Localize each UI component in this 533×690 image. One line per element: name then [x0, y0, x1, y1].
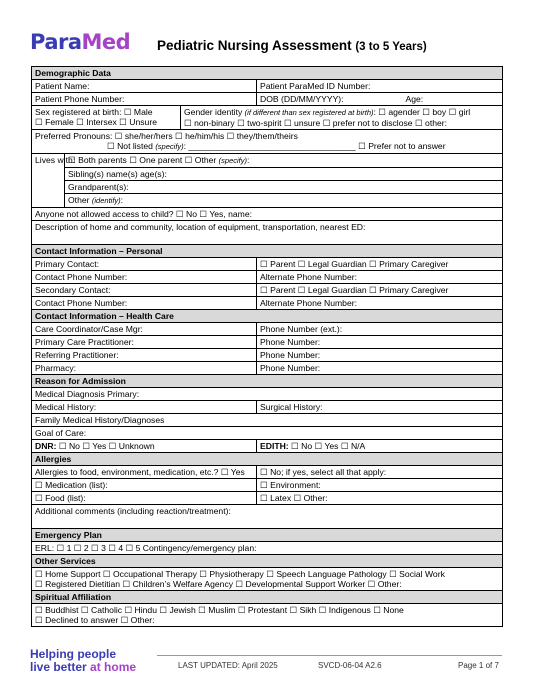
primary-contact-field[interactable]: Primary Contact:	[32, 258, 257, 271]
gender-options-line2: ☐ non-binary ☐ two-spirit ☐ unsure ☐ prefer not to disclose ☐ other:	[184, 118, 448, 128]
pharmacy-field[interactable]: Pharmacy:	[32, 362, 257, 375]
contact-phone-field-2[interactable]: Contact Phone Number:	[32, 297, 257, 310]
lives-options: ☐ Both parents ☐ One parent ☐ Other	[68, 155, 219, 165]
edith-label: EDITH:	[260, 441, 289, 451]
sex-options-line1: Sex registered at birth: ☐ Male	[35, 107, 153, 117]
tagline-accent: at home	[90, 660, 137, 674]
identify-note: (identify)	[91, 196, 121, 205]
spiritual-header: Spiritual Affiliation	[32, 591, 503, 604]
assessment-form	[31, 66, 503, 627]
contact-phone-field[interactable]: Contact Phone Number:	[32, 271, 257, 284]
lives-colon: :	[247, 155, 250, 165]
document-code: SVCD-06-04 A2.6	[318, 661, 382, 670]
patient-phone-field[interactable]: Patient Phone Number:	[32, 93, 257, 106]
gender-identity-field[interactable]	[181, 106, 503, 130]
last-updated: LAST UPDATED: April 2025	[178, 661, 278, 670]
spiritual-field[interactable]	[32, 604, 503, 627]
paramed-logo: ParaMed	[30, 30, 131, 54]
demographic-header: Demographic Data	[32, 67, 503, 80]
gender-note: (if different than sex registered at birth)	[244, 108, 374, 117]
edith-field[interactable]	[257, 440, 503, 453]
edith-options: ☐ No ☐ Yes ☐ N/A	[288, 441, 366, 451]
other-label: Other	[68, 195, 92, 205]
tagline-line2: live better	[30, 660, 91, 674]
care-coordinator-field[interactable]: Care Coordinator/Case Mgr:	[32, 323, 257, 336]
food-allergy-field[interactable]: ☐ Food (list):	[32, 492, 257, 505]
alt-phone-field[interactable]: Alternate Phone Number:	[257, 271, 503, 284]
paramed-id-field[interactable]: Patient ParaMed ID Number:	[257, 80, 503, 93]
alt-phone-field-2[interactable]: Alternate Phone Number:	[257, 297, 503, 310]
dob-age-field[interactable]	[257, 93, 503, 106]
page-number: Page 1 of 7	[458, 661, 499, 670]
practitioner-phone-field[interactable]: Phone Number:	[257, 336, 503, 349]
sex-options-line2: ☐ Female ☐ Intersex ☐ Unsure	[35, 117, 157, 127]
gender-options-line1: : ☐ agender ☐ boy ☐ girl	[373, 107, 471, 117]
services-line1: ☐ Home Support ☐ Occupational Therapy ☐ Physiotherapy ☐ Speech Language Pathology ☐ Social Work	[35, 569, 445, 579]
not-allowed-access-field[interactable]: Anyone not allowed access to child? ☐ No ☐ Yes, name:	[32, 208, 503, 221]
goal-of-care-field[interactable]: Goal of Care:	[32, 427, 503, 440]
medication-allergy-field[interactable]: ☐ Medication (list):	[32, 479, 257, 492]
tagline-line1: Helping people	[30, 647, 117, 661]
dnr-options: ☐ No ☐ Yes ☐ Unknown	[56, 441, 155, 451]
pronouns-field[interactable]	[32, 130, 503, 154]
page-title: Pediatric Nursing Assessment (3 to 5 Years)	[157, 38, 427, 53]
gender-label: Gender identity	[184, 107, 245, 117]
allergies-no-option[interactable]: ☐ No; if yes, select all that apply:	[257, 466, 503, 479]
specify-note: (specify)	[155, 142, 184, 151]
referring-practitioner-field[interactable]: Referring Practitioner:	[32, 349, 257, 362]
medical-history-field[interactable]: Medical History:	[32, 401, 257, 414]
medical-diagnosis-field[interactable]: Medical Diagnosis Primary:	[32, 388, 503, 401]
spiritual-line1: ☐ Buddhist ☐ Catholic ☐ Hindu ☐ Jewish ☐ Muslim ☐ Protestant ☐ Sikh ☐ Indigenous ☐ None	[35, 605, 404, 615]
footer-divider	[157, 655, 502, 656]
spiritual-line2: ☐ Declined to answer ☐ Other:	[35, 615, 155, 625]
home-description-field[interactable]: Description of home and community, location of equipment, transportation, nearest ED:	[32, 221, 503, 245]
pronouns-line2: : ___________________________________ ☐ Prefer not to answer	[183, 141, 446, 151]
allergy-comments-field[interactable]: Additional comments (including reaction/treatment):	[32, 505, 503, 529]
contact-personal-header: Contact Information – Personal	[32, 245, 503, 258]
not-listed-checkbox: ☐ Not listed	[107, 141, 156, 151]
lives-with-label: Lives with:	[32, 154, 65, 208]
primary-relation-options[interactable]: ☐ Parent ☐ Legal Guardian ☐ Primary Caregiver	[257, 258, 503, 271]
services-field[interactable]	[32, 568, 503, 591]
other-identify-field[interactable]: Other (identify):	[65, 194, 503, 208]
grandparents-field[interactable]: Grandparent(s):	[65, 181, 503, 194]
allergies-header: Allergies	[32, 453, 503, 466]
age-label: Age:	[405, 94, 424, 104]
pronouns-line1: Preferred Pronouns: ☐ she/her/hers ☐ he/him/his ☐ they/them/theirs	[35, 131, 298, 141]
erl-field[interactable]: ERL: ☐ 1 ☐ 2 ☐ 3 ☐ 4 ☐ 5 Contingency/emergency plan:	[32, 542, 503, 555]
primary-practitioner-field[interactable]: Primary Care Practitioner:	[32, 336, 257, 349]
contact-health-header: Contact Information – Health Care	[32, 310, 503, 323]
admission-header: Reason for Admission	[32, 375, 503, 388]
allergies-question[interactable]: Allergies to food, environment, medication, etc.? ☐ Yes	[32, 466, 257, 479]
referring-phone-field[interactable]: Phone Number:	[257, 349, 503, 362]
surgical-history-field[interactable]: Surgical History:	[257, 401, 503, 414]
dnr-field[interactable]	[32, 440, 257, 453]
lives-specify-note: (specify)	[218, 156, 248, 165]
sex-at-birth-field[interactable]	[32, 106, 181, 130]
environment-allergy-field[interactable]: ☐ Environment:	[257, 479, 503, 492]
footer-tagline	[30, 648, 136, 674]
latex-other-field[interactable]: ☐ Latex ☐ Other:	[257, 492, 503, 505]
patient-name-field[interactable]: Patient Name:	[32, 80, 257, 93]
services-line2: ☐ Registered Dietitian ☐ Children’s Welfare Agency ☐ Developmental Support Worker ☐ Other:	[35, 579, 402, 589]
secondary-contact-field[interactable]: Secondary Contact:	[32, 284, 257, 297]
dnr-label: DNR:	[35, 441, 57, 451]
pharmacy-phone-field[interactable]: Phone Number:	[257, 362, 503, 375]
services-header: Other Services	[32, 555, 503, 568]
family-history-field[interactable]: Family Medical History/Diagnoses	[32, 414, 503, 427]
emergency-header: Emergency Plan	[32, 529, 503, 542]
siblings-field[interactable]: Sibling(s) name(s) age(s):	[65, 168, 503, 181]
dob-label: DOB (DD/MM/YYYY):	[260, 94, 344, 104]
phone-ext-field[interactable]: Phone Number (ext.):	[257, 323, 503, 336]
secondary-relation-options[interactable]: ☐ Parent ☐ Legal Guardian ☐ Primary Caregiver	[257, 284, 503, 297]
lives-with-parents-field[interactable]	[65, 154, 503, 168]
